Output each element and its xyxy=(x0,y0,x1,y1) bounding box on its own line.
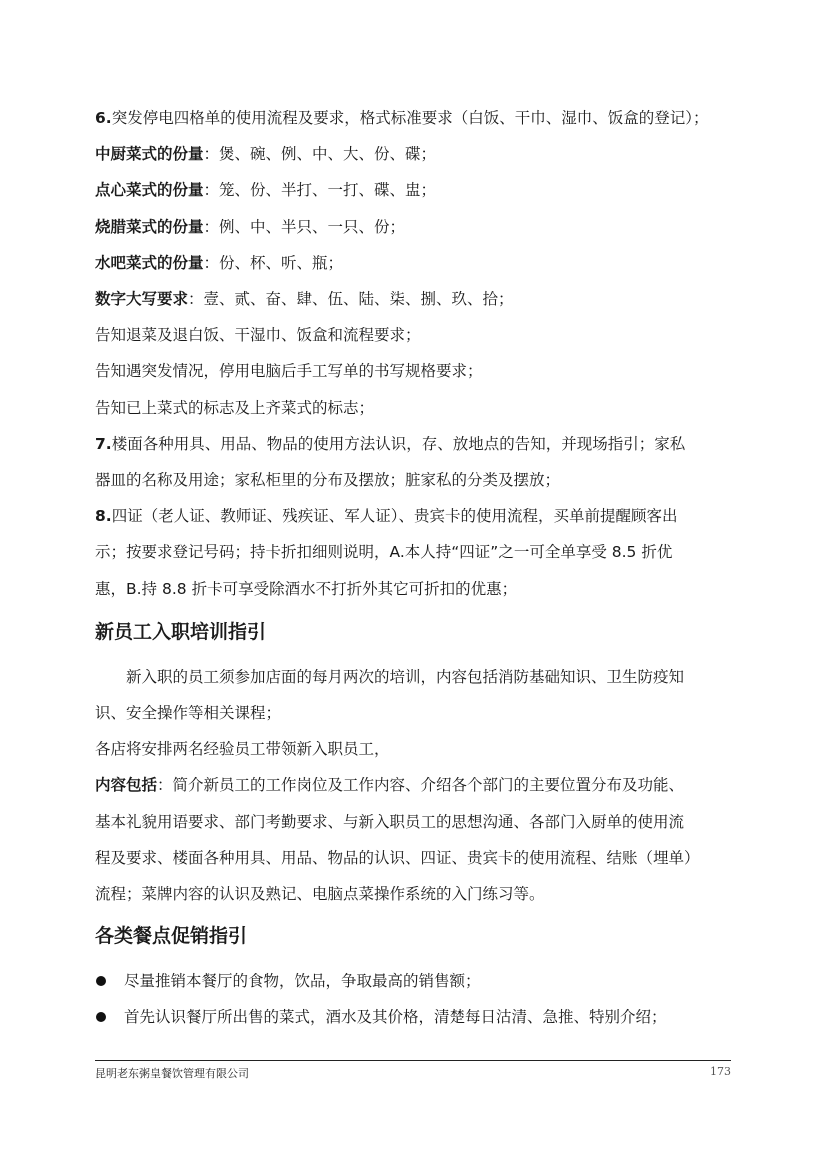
training-item-line xyxy=(95,100,735,136)
training-item-line-text: 楼面各种用具、用品、物品的使用方法认识，存、放地点的告知，并现场指引；家私 xyxy=(111,434,686,453)
training-item-line-text: ：煲、碗、例、中、大、份、碟； xyxy=(203,145,437,164)
training-item-line-text: 告知已上菜式的标志及上齐菜式的标志； xyxy=(95,398,375,417)
training-item-line-heading: 数字大写要求 xyxy=(95,290,189,309)
training-item-line-text: 器皿的名称及用途；家私柜里的分布及摆放；脏家私的分类及摆放； xyxy=(95,471,561,490)
new-staff-training-line xyxy=(95,731,735,767)
training-item-line xyxy=(95,426,735,462)
new-staff-training-line xyxy=(95,876,735,912)
footer-page-number: 173 xyxy=(710,1065,731,1078)
training-item-line xyxy=(95,209,735,245)
training-item-line-heading: 水吧菜式的份量 xyxy=(95,253,204,272)
training-item-line-heading: 7. xyxy=(95,434,112,453)
sales-promotion-bullet-list xyxy=(95,963,735,1035)
new-staff-training-line xyxy=(95,659,735,695)
new-staff-training-line xyxy=(95,767,735,803)
training-item-line-heading: 点心菜式的份量 xyxy=(95,181,204,200)
bullet-dot-icon xyxy=(96,1012,106,1022)
new-staff-training-line xyxy=(95,840,735,876)
new-staff-training-line-text: 程及要求、楼面各种用具、用品、物品的认识、四证、贵宾卡的使用流程、结账（埋单） xyxy=(95,848,700,867)
new-staff-training-line xyxy=(95,804,735,840)
training-item-line xyxy=(95,390,735,426)
training-item-line xyxy=(95,353,735,389)
new-staff-training-line-text: 识、安全操作等相关课程； xyxy=(95,704,282,723)
training-item-line xyxy=(95,172,735,208)
new-staff-training-line-text: 新入职的员工须参加店面的每月两次的培训，内容包括消防基础知识、卫生防疫知 xyxy=(126,667,685,686)
training-item-line xyxy=(95,534,735,570)
new-staff-training-line-text: 基本礼貌用语要求、部门考勤要求、与新入职员工的思想沟通、各部门入厨单的使用流 xyxy=(95,812,685,831)
training-item-line-text: 示；按要求登记号码；持卡折扣细则说明，A.本人持“四证”之一可全单享受 8.5 折优 xyxy=(95,543,673,562)
training-items-block xyxy=(95,100,735,607)
bullet-item-text: 尽量推销本餐厅的食物，饮品，争取最高的销售额； xyxy=(124,972,481,991)
training-item-line xyxy=(95,462,735,498)
new-staff-training-line xyxy=(95,695,735,731)
bullet-item xyxy=(95,999,735,1035)
training-item-line-text: 惠，B.持 8.8 折卡可享受除酒水不打折外其它可折扣的优惠； xyxy=(95,579,518,598)
training-item-line-text: 告知退菜及退白饭、干湿巾、饭盒和流程要求； xyxy=(95,326,421,345)
section-title-sales-promotion: 各类餐点促销指引 xyxy=(95,925,248,948)
training-item-line xyxy=(95,281,735,317)
training-item-line-heading: 中厨菜式的份量 xyxy=(95,145,204,164)
training-item-line xyxy=(95,136,735,172)
new-staff-training-line-text: 流程；菜牌内容的认识及熟记、电脑点菜操作系统的入门练习等。 xyxy=(95,885,545,904)
new-staff-training-line-heading: 内容包括 xyxy=(95,776,158,795)
document-body xyxy=(95,100,735,1035)
training-item-line-heading: 烧腊菜式的份量 xyxy=(95,217,204,236)
footer-divider xyxy=(95,1060,731,1061)
bullet-item-text: 首先认识餐厅所出售的菜式，酒水及其价格，清楚每日沽清、急推、特别介绍； xyxy=(124,1008,667,1027)
section-title-new-staff-training: 新员工入职培训指引 xyxy=(95,620,267,643)
training-item-line-text: 告知遇突发情况，停用电脑后手工写单的书写规格要求； xyxy=(95,362,483,381)
bullet-dot-icon xyxy=(96,976,106,986)
training-item-line xyxy=(95,245,735,281)
training-item-line-text: 四证（老人证、教师证、残疾证、军人证）、贵宾卡的使用流程，买单前提醒顾客出 xyxy=(111,507,678,526)
bullet-item xyxy=(95,963,735,999)
training-item-line-text: 突发停电四格单的使用流程及要求，格式标准要求（白饭、干巾、湿巾、饭盒的登记）； xyxy=(111,109,709,127)
new-staff-training-line-text: ：简介新员工的工作岗位及工作内容、介绍各个部门的主要位置分布及功能、 xyxy=(157,776,685,795)
training-item-line xyxy=(95,317,735,353)
training-item-line-heading: 8. xyxy=(95,507,112,526)
training-item-line xyxy=(95,498,735,534)
new-staff-training-block xyxy=(95,659,735,912)
new-staff-training-line-text: 各店将安排两名经验员工带领新入职员工， xyxy=(95,740,390,759)
training-item-line-text: ：例、中、半只、一只、份； xyxy=(203,217,406,236)
training-item-line-heading: 6. xyxy=(95,109,112,127)
training-item-line-text: ：笼、份、半打、一打、碟、盅； xyxy=(203,181,437,200)
training-item-line-text: ：份、杯、听、瓶； xyxy=(203,253,344,272)
training-item-line xyxy=(95,571,735,607)
training-item-line-text: ：壹、贰、奋、肆、伍、陆、柒、捌、玖、拾； xyxy=(188,290,514,309)
footer-company-name: 昆明老东粥皇餐饮管理有限公司 xyxy=(95,1067,249,1080)
